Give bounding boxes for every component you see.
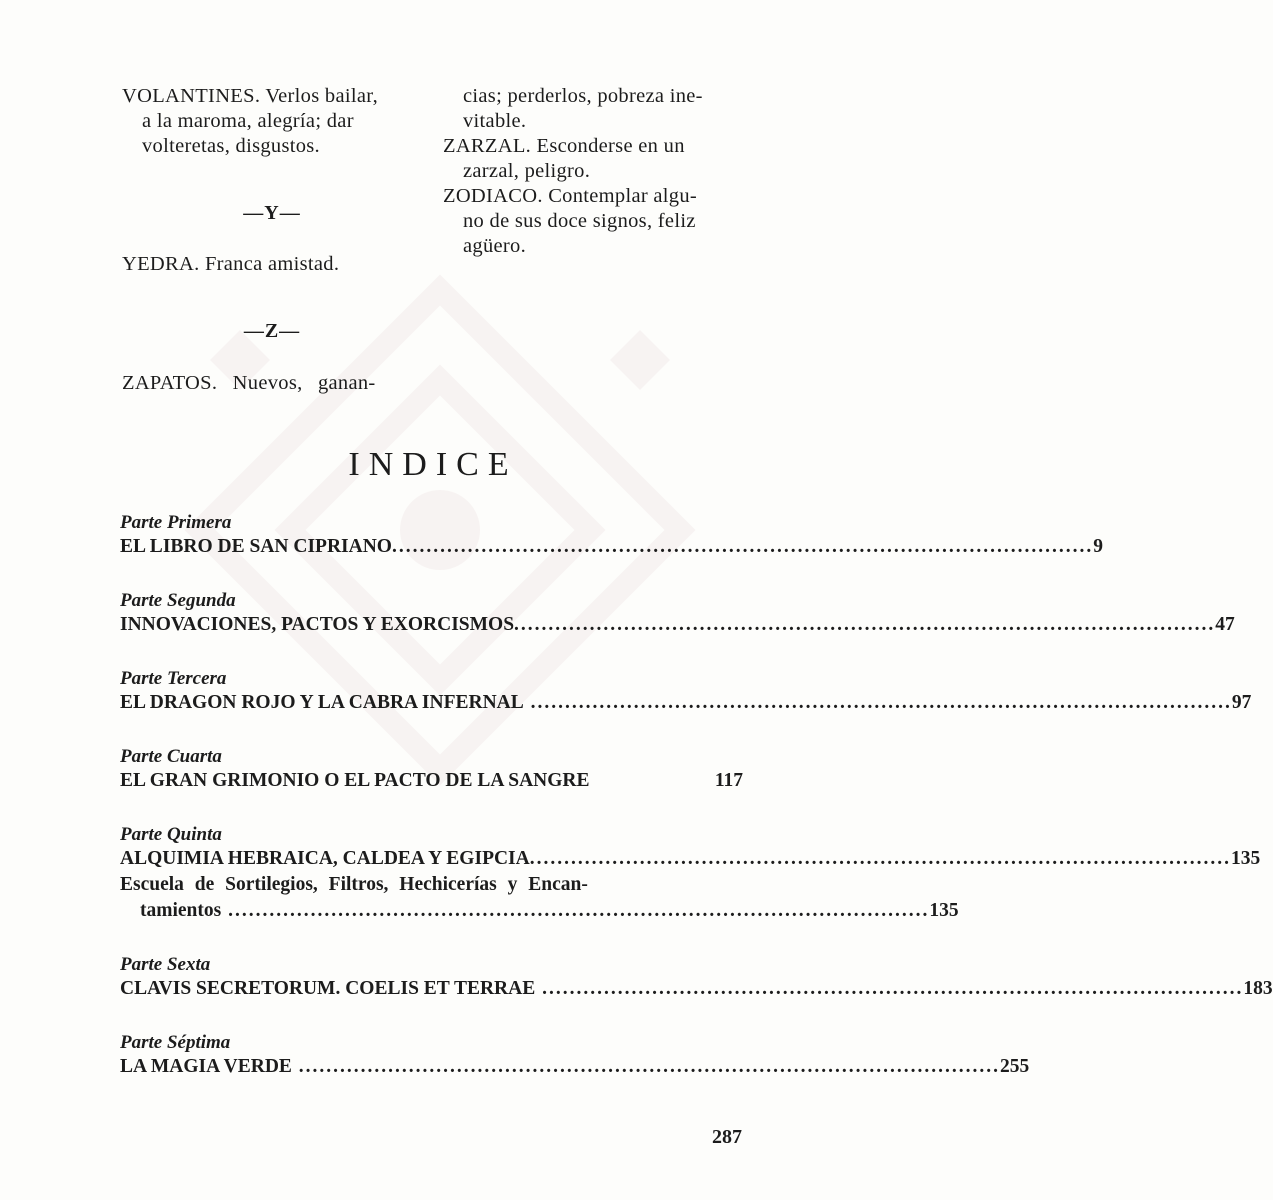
toc-entry[interactable] [120, 846, 1261, 872]
toc-part-1 [120, 512, 1103, 590]
toc-entry[interactable] [120, 976, 1273, 1002]
toc-entry[interactable] [120, 1054, 1030, 1080]
letter-heading-y: —Y— [243, 202, 301, 224]
toc-leader-dots: ...................................................................................................... [221, 900, 930, 921]
page-number: 287 [712, 1126, 742, 1148]
left-column [122, 84, 422, 159]
entry-volantines-head: VOLANTINES. [122, 85, 261, 107]
toc-subentry-line1[interactable]: Escuela de Sortilegios, Filtros, Hechicerías y Encan- [120, 874, 588, 895]
toc-part-3 [120, 668, 1252, 746]
toc-entry-title: ALQUIMIA HEBRAICA, CALDEA Y EGIPCIA [120, 848, 530, 869]
entry-zodiaco-line3: agüero. [463, 235, 526, 257]
toc-part-7 [120, 1032, 1030, 1110]
toc-part-label: Parte Cuarta [120, 746, 222, 767]
toc-leader-dots: ...................................................................................................... [535, 978, 1244, 999]
toc-part-label: Parte Séptima [120, 1032, 231, 1053]
toc-entry-page: 135 [1230, 848, 1261, 869]
toc-entry-page: 183 [1243, 978, 1273, 999]
toc-entry-page: 9 [1093, 536, 1103, 557]
toc-leader-dots: ...................................................................................................... [514, 614, 1216, 635]
toc-entry-title: LA MAGIA VERDE [120, 1056, 292, 1077]
right-column [443, 84, 743, 259]
letter-heading-z: —Z— [243, 320, 301, 342]
toc-entry-page: 117 [714, 770, 743, 791]
toc-leader-dots: ...................................................................................................... [391, 536, 1094, 557]
toc-entry-title: INNOVACIONES, PACTOS Y EXORCISMOS [120, 614, 515, 635]
toc-part-label: Parte Segunda [120, 590, 236, 611]
index-title: INDICE [348, 446, 518, 483]
entry-volantines-line1: Verlos bailar, [265, 85, 378, 107]
toc-entry-title: EL GRAN GRIMONIO O EL PACTO DE LA SANGRE [120, 770, 590, 791]
entry-zapatos-continued-1: cias; perderlos, pobreza ine- [463, 85, 703, 107]
entry-yedra: YEDRA. Franca amistad. [122, 253, 340, 275]
toc-entry[interactable] [120, 534, 1103, 560]
toc-part-label: Parte Quinta [120, 824, 222, 845]
toc-entry-page: 47 [1215, 614, 1235, 635]
entry-zodiaco-line1: ZODIACO. Contemplar algu- [443, 185, 698, 207]
table-of-contents [120, 512, 1273, 1110]
toc-entry[interactable] [120, 768, 743, 794]
toc-part-6 [120, 954, 1273, 1032]
entry-volantines [122, 84, 422, 159]
toc-entry-title: CLAVIS SECRETORUM. COELIS ET TERRAE [120, 978, 536, 999]
toc-entry-title: EL LIBRO DE SAN CIPRIANO [120, 536, 392, 557]
toc-subentry-page: 135 [929, 900, 959, 921]
entry-zapatos: ZAPATOS. Nuevos, ganan- [122, 372, 376, 394]
entry-zapatos-continued-2: vitable. [463, 110, 527, 132]
entry-zarzal-line2: zarzal, peligro. [463, 160, 591, 182]
toc-part-4 [120, 746, 743, 824]
toc-entry-title: EL DRAGON ROJO Y LA CABRA INFERNAL [120, 692, 524, 713]
toc-entry[interactable] [120, 612, 1235, 638]
entry-volantines-line3: volteretas, disgustos. [142, 135, 320, 157]
toc-subentry[interactable] [120, 898, 959, 924]
toc-part-label: Parte Primera [120, 512, 232, 533]
toc-leader-dots: ...................................................................................................... [529, 848, 1231, 869]
toc-part-label: Parte Sexta [120, 954, 211, 975]
toc-entry[interactable] [120, 690, 1252, 716]
toc-part-5 [120, 824, 1261, 954]
toc-entry-page: 97 [1231, 692, 1252, 713]
entry-volantines-line2: a la maroma, alegría; dar [142, 110, 354, 132]
toc-subentry-title: tamientos [140, 900, 222, 921]
toc-part-2 [120, 590, 1235, 668]
toc-leader-dots: ...................................................................................................... [523, 692, 1232, 713]
entry-zodiaco-line2: no de sus doce signos, feliz [463, 210, 696, 232]
toc-part-label: Parte Tercera [120, 668, 227, 689]
toc-entry-page: 255 [1000, 1056, 1030, 1077]
toc-leader-dots: ...................................................................................................... [291, 1056, 1001, 1077]
entry-zarzal-line1: ZARZAL. Esconderse en un [443, 135, 685, 157]
